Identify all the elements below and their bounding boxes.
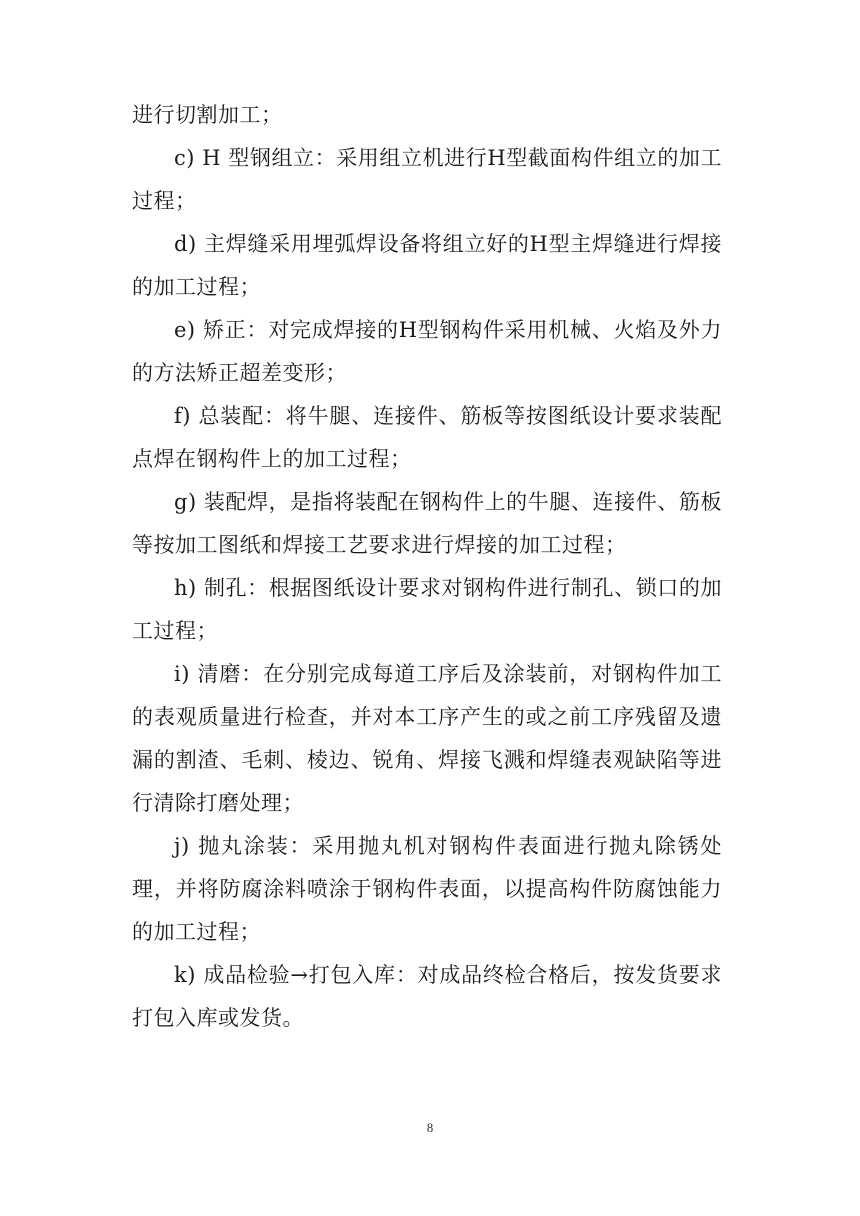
text-line: 打包入库或发货。 — [132, 1006, 304, 1030]
list-item-g: g) 装配焊，是指将装配在钢构件上的牛腿、连接件、筋板 — [174, 490, 722, 514]
text-line: 的加工过程； — [132, 920, 261, 944]
text-line: 理，并将防腐涂料喷涂于钢构件表面，以提高构件防腐蚀能力 — [132, 877, 722, 901]
text-line: 的加工过程； — [132, 275, 261, 299]
list-item-f: f) 总装配：将牛腿、连接件、筋板等按图纸设计要求装配 — [174, 404, 722, 428]
list-item-d: d) 主焊缝采用埋弧焊设备将组立好的H型主焊缝进行焊接 — [174, 232, 722, 256]
list-item-j: j) 抛丸涂装：采用抛丸机对钢构件表面进行抛丸除锈处 — [174, 834, 722, 858]
text-line: 点焊在钢构件上的加工过程； — [132, 447, 412, 471]
list-item-i: i) 清磨：在分别完成每道工序后及涂装前，对钢构件加工 — [174, 662, 722, 686]
page-number: 8 — [426, 1120, 434, 1135]
text-line: 漏的割渣、毛刺、棱边、锐角、焊接飞溅和焊缝表观缺陷等进 — [132, 748, 722, 772]
text-line: 行清除打磨处理； — [132, 791, 304, 815]
list-item-c: c) H 型钢组立：采用组立机进行H型截面构件组立的加工 — [174, 146, 722, 170]
list-item-e: e) 矫正：对完成焊接的H型钢构件采用机械、火焰及外力 — [174, 318, 722, 342]
list-item-h: h) 制孔：根据图纸设计要求对钢构件进行制孔、锁口的加 — [174, 576, 722, 600]
text-line: 进行切割加工； — [132, 103, 283, 127]
text-line: 等按加工图纸和焊接工艺要求进行焊接的加工过程； — [132, 533, 627, 557]
text-line: 的方法矫正超差变形； — [132, 361, 347, 385]
document-body — [132, 94, 722, 1040]
text-line: 的表观质量进行检查，并对本工序产生的或之前工序残留及遗 — [132, 705, 722, 729]
list-item-k: k) 成品检验→打包入库：对成品终检合格后，按发货要求 — [174, 963, 722, 987]
text-line: 过程； — [132, 189, 197, 213]
text-line: 工过程； — [132, 619, 218, 643]
